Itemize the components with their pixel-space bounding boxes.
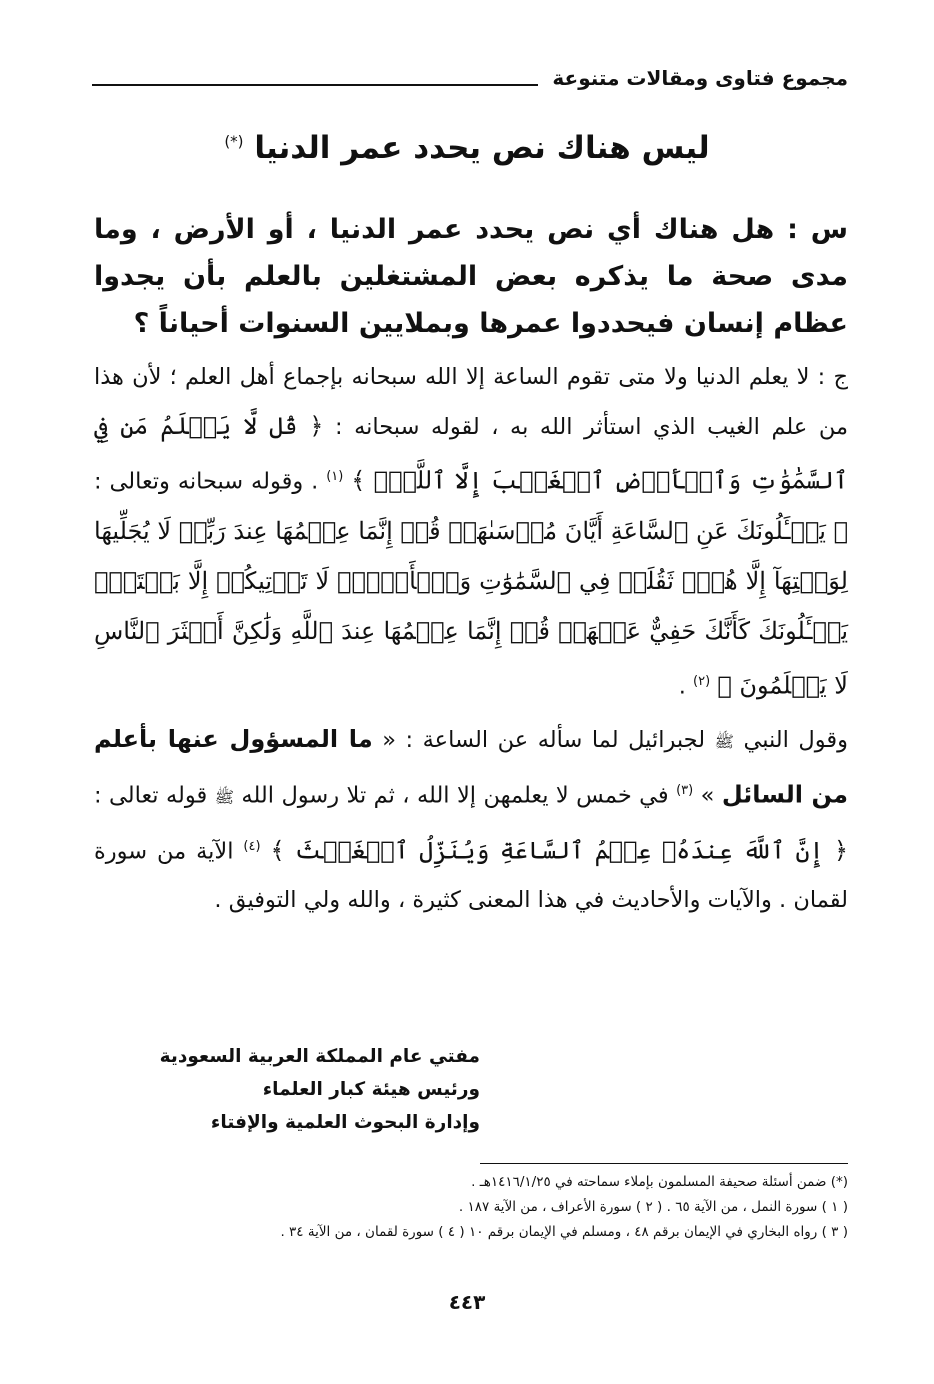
signature-line: مفتي عام المملكة العربية السعودية [159, 1046, 480, 1067]
article-title-text: ليس هناك نص يحدد عمر الدنيا [254, 130, 710, 166]
article-body [94, 206, 848, 925]
signature-block [100, 1040, 480, 1139]
hadith-close: » [700, 782, 715, 809]
footnote-rule [480, 1163, 848, 1164]
answer-paragraph [94, 353, 848, 711]
signature-line: ورئيس هيئة كبار العلماء [262, 1079, 480, 1100]
footnote-ref-3: (٣) [676, 783, 694, 798]
footnote-ref-1: (١) [326, 469, 344, 484]
hadith-text: ما المسؤول عنها بأعلم من السائل [94, 725, 848, 809]
footnotes [90, 1170, 848, 1245]
footnote-line: ( ١ ) سورة النمل ، من الآية ٦٥ . ( ٢ ) سورة الأعراف ، من الآية ١٨٧ . [458, 1199, 848, 1215]
article-title-marker: (*) [224, 132, 244, 151]
page-number: ٤٤٣ [448, 1290, 486, 1314]
running-header [92, 66, 848, 90]
hadith-paragraph [94, 715, 848, 925]
footnote-line: ( ٣ ) رواه البخاري في الإيمان برقم ٤٨ ، ومسلم في الإيمان برقم ١٠ ( ٤ ) سورة لقمان ، من الآية ٣٤ . [280, 1224, 848, 1240]
period: . [311, 468, 319, 495]
footnote-line: (*) ضمن أسئلة صحيفة المسلمون بإملاء سماحته في ١٤١٦/١/٢٥هـ . [471, 1174, 848, 1190]
salawat-symbol: ﷺ [214, 787, 235, 807]
salawat-symbol: ﷺ [714, 732, 734, 751]
verse-naml: ﴿ قُل لَّا يَعۡلَمُ مَن فِي ٱلسَّمَٰوَٰتِ وَٱلۡأَرۡضِ ٱلۡغَيۡبَ إِلَّا ٱللَّهُۚ ﴾ [94, 412, 849, 495]
question-text: س : هل هناك أي نص يحدد عمر الدنيا ، أو الأرض ، وما مدى صحة ما يذكره بعض المشتغلين بالعلم بأن يجدوا عظام إنسان فيحددوا عمرها وبملايين السنوات أحياناً ؟ [94, 214, 848, 339]
verse-luqman: ﴿ إِنَّ ٱللَّهَ عِندَهُۥ عِلۡمُ ٱلسَّاعَةِ وَيُنَزِّلُ ٱلۡغَيۡثَ ﴾ [270, 836, 849, 864]
verse-araf: ﴿ يَسۡـَٔلُونَكَ عَنِ ٱلسَّاعَةِ أَيَّانَ مُرۡسَىٰهَاۖ قُلۡ إِنَّمَا عِلۡمُهَا عِندَ رَبِّيۖ لَا يُجَلِّيهَا لِوَقۡتِهَآ إِلَّا هُوَۚ ثَقُلَتۡ فِي ٱلسَّمَٰوَٰتِ وَٱلۡأَرۡضِۚ لَا تَأۡتِيكُمۡ إِلَّا بَغۡتَةٗۗ يَسۡـَٔلُونَكَ كَأَنَّكَ حَفِيٌّ عَنۡهَاۖ قُلۡ إِنَّمَا عِلۡمُهَا عِندَ ٱللَّهِ وَلَٰكِنَّ أَكۡثَرَ ٱلنَّاسِ لَا يَعۡلَمُونَ ﴾ [94, 516, 848, 699]
connector-text: قوله تعالى : [94, 782, 208, 809]
answer-intro: ج : لا يعلم الدنيا ولا متى تقوم الساعة إلا الله سبحانه بإجماع أهل العلم ؛ لأن هذا من علم الغيب الذي استأثر الله به ، لقوله سبحانه : [94, 364, 848, 440]
closing-text: الآية من سورة لقمان . والآيات والأحاديث في هذا المعنى كثيرة ، والله ولي التوفيق . [94, 838, 848, 913]
connector-text: وقوله سبحانه وتعالى : [94, 468, 304, 495]
hadith-intro: وقول النبي [743, 727, 849, 753]
article-title [0, 128, 934, 168]
header-rule [92, 84, 538, 86]
footnote-ref-4: (٤) [243, 838, 261, 854]
hadith-after: في خمس لا يعلمهن إلا الله ، ثم تلا رسول الله [241, 782, 669, 809]
hadith-context: لجبرائيل لما سأله عن الساعة : « [382, 727, 706, 753]
period: . [678, 673, 686, 699]
footnote-ref-2: (٢) [693, 673, 711, 689]
book-title: مجموع فتاوى ومقالات متنوعة [552, 66, 848, 90]
signature-line: وإدارة البحوث العلمية والإفتاء [210, 1112, 480, 1133]
